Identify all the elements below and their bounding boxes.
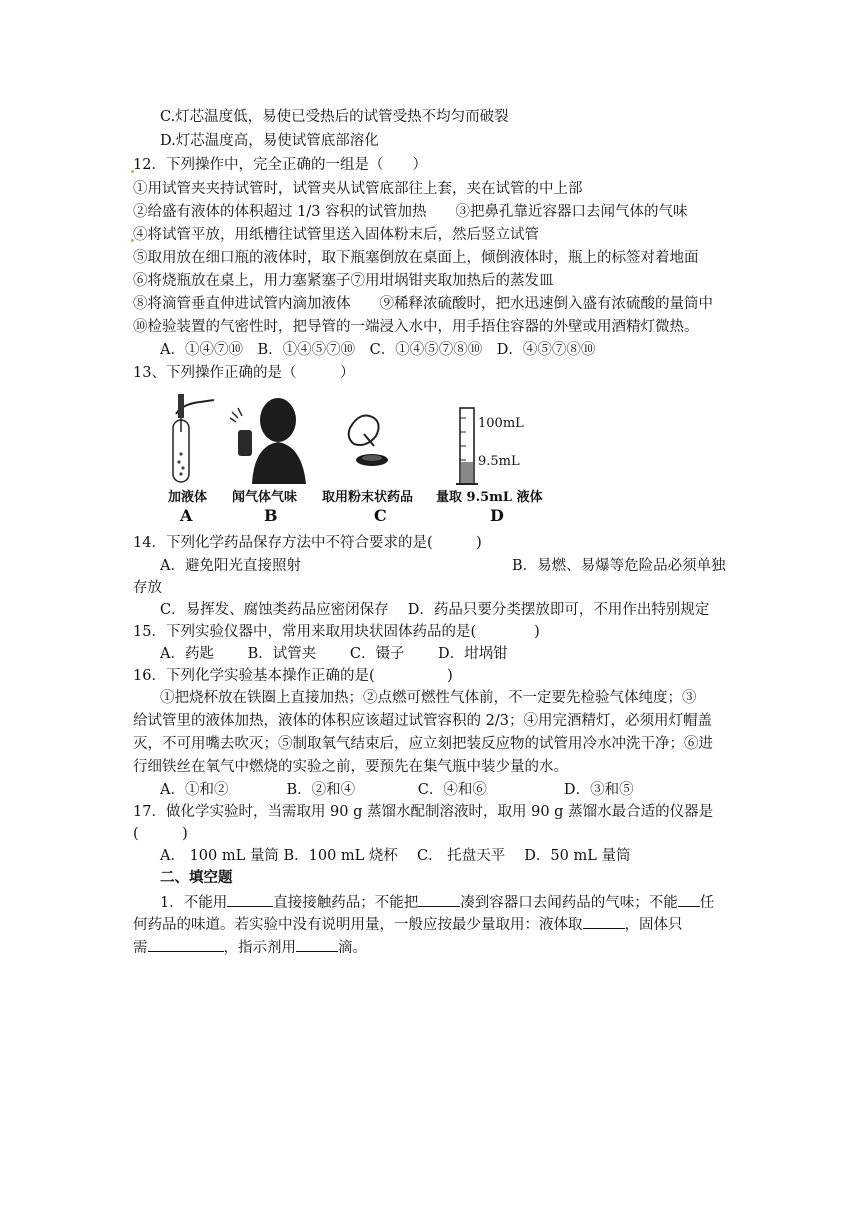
q13-figure — [160, 388, 543, 526]
blank-2[interactable] — [418, 891, 460, 907]
q16-line-2: 给试管里的液体加热，液体的体积应该超过试管容积的 2/3；④用完酒精灯，必须用灯帽盖 — [133, 713, 712, 729]
blank-5[interactable] — [148, 936, 224, 952]
q15-stem: 15．下列实验仪器中，常用来取用块状固体药品的是( ) — [133, 624, 540, 640]
person-smelling-illustration — [230, 398, 306, 484]
q13-stem: 13、下列操作正确的是（ ） — [133, 365, 355, 381]
fill-text: 滴。 — [338, 940, 367, 956]
q12-line-1: ①用试管夹夹持试管时，试管夹从试管底部往上套，夹在试管的中上部 — [133, 181, 583, 197]
fill-text: ，固体只 — [624, 917, 683, 933]
q17-options: A． 100 mL 量筒 B．100 mL 烧杯 C． 托盘天平 D．50 mL 量筒 — [160, 848, 631, 864]
q12-line-2: ②给盛有液体的体积超过 1/3 容积的试管加热 ③把鼻孔靠近容器口去闻气体的气味 — [133, 204, 688, 220]
q16-line-3: 灭，不可用嘴去吹灭；⑤制取氧气结束后，应立刻把装反应物的试管用冷水冲洗干净；⑥进 — [133, 736, 713, 752]
cylinder-label-top: 100mL — [478, 416, 524, 431]
graduated-cylinder-illustration — [456, 408, 478, 484]
fill-blank-line-3 — [133, 936, 367, 958]
fill-text: 直接接触药品；不能把 — [273, 895, 419, 911]
fill-text: 1．不能用 — [160, 895, 228, 911]
test-tube-dropper-illustration — [173, 394, 214, 482]
q12-line-4: ⑤取用放在细口瓶的液体时，取下瓶塞倒放在桌面上，倾倒液体时，瓶上的标签对着地面 — [133, 250, 699, 266]
q15-options: A．药匙 B．试管夹 C．镊子 D．坩埚钳 — [160, 646, 508, 662]
q14-option-a: A．避免阳光直接照射 — [160, 558, 301, 574]
blank-3[interactable] — [678, 891, 700, 907]
q12-line-5: ⑥将烧瓶放在桌上，用力塞紧塞子⑦用坩埚钳夹取加热后的蒸发皿 — [133, 273, 554, 289]
fill-text: ，指示剂用 — [223, 940, 296, 956]
q12-line-7: ⑩检验装置的气密性时，把导管的一端浸入水中，用手捂住容器的外壁或用酒精灯微热。 — [133, 319, 699, 335]
caption-a: 加液体 — [168, 490, 208, 505]
q12-line-6: ⑧将滴管垂直伸进试管内滴加液体 ⑨稀释浓硫酸时，把水迅速倒入盛有浓硫酸的量筒中 — [133, 296, 713, 312]
caption-c: 取用粉末状药品 — [322, 490, 414, 505]
letter-a: A — [180, 506, 193, 525]
cylinder-label-bottom: 9.5mL — [478, 454, 520, 469]
blank-4[interactable] — [583, 913, 625, 929]
q12-stem: 12．下列操作中，完全正确的一组是（ ） — [133, 157, 427, 173]
caption-d: 量取 9.5mL 液体 — [436, 490, 543, 505]
caption-b: 闻气体气味 — [232, 490, 298, 505]
q17-stem: 17．做化学实验时，当需取用 90 g 蒸馏水配制溶液时，取用 90 g 蒸馏水最合适的仪器是 — [133, 804, 714, 820]
fill-text: 何药品的味道。若实验中没有说明用量，一般应按最少量取用：液体取 — [133, 917, 583, 933]
q11-option-d: D.灯芯温度高，易使试管底部溶化 — [160, 133, 379, 149]
letter-b: B — [264, 506, 278, 525]
q11-option-c: C.灯芯温度低，易使已受热后的试管受热不均匀而破裂 — [160, 109, 509, 125]
q16-options: A．①和② B．②和④ C．④和⑥ D．③和⑤ — [160, 782, 634, 798]
blank-6[interactable] — [296, 936, 338, 952]
fill-text: 需 — [133, 940, 148, 956]
q16-line-4: 行细铁丝在氧气中燃烧的实验之前，要预先在集气瓶中装少量的水。 — [133, 759, 568, 775]
q17-paren: ( ) — [133, 826, 188, 842]
q16-stem: 16．下列化学实验基本操作正确的是( ) — [133, 668, 453, 684]
section-title: 二、填空题 — [160, 869, 233, 886]
q14-stem: 14．下列化学药品保存方法中不符合要求的是( ) — [133, 535, 482, 551]
fill-text: 凑到容器口去闻药品的气味；不能 — [460, 895, 678, 911]
letter-c: C — [374, 506, 387, 525]
fill-blank-line-1 — [160, 891, 714, 913]
hand-powder-illustration — [349, 416, 388, 466]
letter-d: D — [490, 506, 504, 525]
q16-line-1: ①把烧杯放在铁圈上直接加热；②点燃可燃性气体前，不一定要先检验气体纯度；③ — [160, 690, 697, 706]
q12-options: A．①④⑦⑩ B．①④⑤⑦⑩ C．①④⑤⑦⑧⑩ D．④⑤⑦⑧⑩ — [160, 342, 596, 358]
q14-option-b: B．易燃、易爆等危险品必须单独 — [512, 558, 726, 574]
fill-text: 任 — [699, 895, 715, 911]
fill-blank-line-2 — [133, 913, 683, 935]
q14-options-cd: C．易挥发、腐蚀类药品应密闭保存 D．药品只要分类摆放即可，不用作出特别规定 — [160, 602, 710, 618]
q14-option-b-cont: 存放 — [133, 580, 162, 596]
q12-line-3: ④将试管平放，用纸槽往试管里送入固体粉末后，然后竖立试管 — [133, 227, 539, 243]
blank-1[interactable] — [227, 891, 273, 907]
